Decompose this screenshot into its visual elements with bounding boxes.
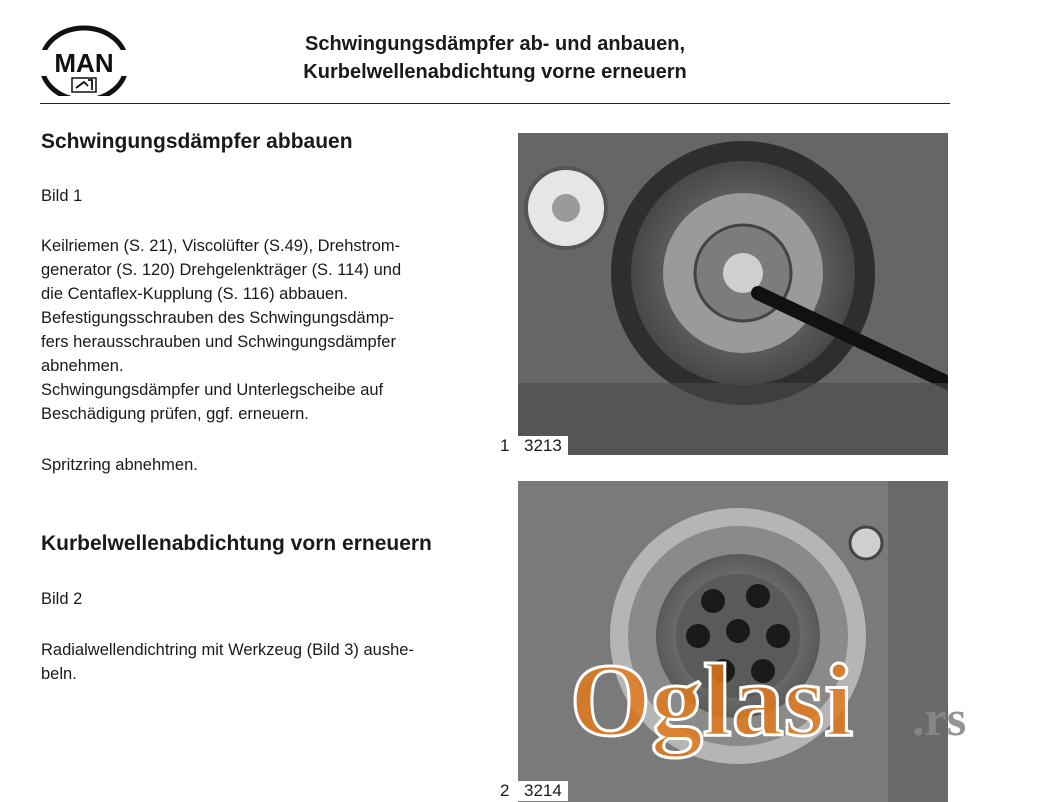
oglasi-watermark xyxy=(570,640,1000,760)
figure-2-number: 2 xyxy=(500,781,510,800)
instruction-paragraph-2: Radialwellendichtring mit Werkzeug (Bild 3) aushe- beln. xyxy=(41,641,414,683)
header-divider xyxy=(40,103,950,104)
figure-reference-2: Bild 2 xyxy=(41,590,83,608)
page-title: Schwingungsdämpfer ab- und anbauen, Kurbelwellenabdichtung vorne erneuern xyxy=(303,33,687,83)
watermark-brand: Oglasi xyxy=(570,643,854,758)
figure-1-photo xyxy=(518,133,948,455)
section-heading-seal-replacement: Kurbelwellenabdichtung vorn erneuern xyxy=(41,532,432,555)
instruction-paragraph-1: Keilriemen (S. 21), Viscolüfter (S.49), Drehstrom- generator (S. 120) Drehgelenkträger (S. 114) und die Centaflex-Kupplung (S. 116) abbauen. Befestigungsschrauben des Schwingungsdämp- fers herausschrauben und Schwingungsdämpfer abnehmen. Schwingungsdämpfer und Unterlegscheibe auf Beschädigung prüfen, ggf. erneuern. xyxy=(41,237,402,423)
figure-1-number: 1 xyxy=(500,436,510,455)
section-heading-damper-removal: Schwingungsdämpfer abbauen xyxy=(41,130,353,153)
instruction-note: Spritzring abnehmen. xyxy=(41,456,198,474)
figure-reference-1: Bild 1 xyxy=(41,187,83,205)
figure-1-code: 3213 xyxy=(518,436,568,456)
wrench-icon xyxy=(76,80,92,90)
figure-2-code: 3214 xyxy=(518,781,568,801)
man-logo xyxy=(38,16,130,96)
watermark-tld: .rs xyxy=(912,690,967,746)
logo-text: MAN xyxy=(54,48,114,78)
